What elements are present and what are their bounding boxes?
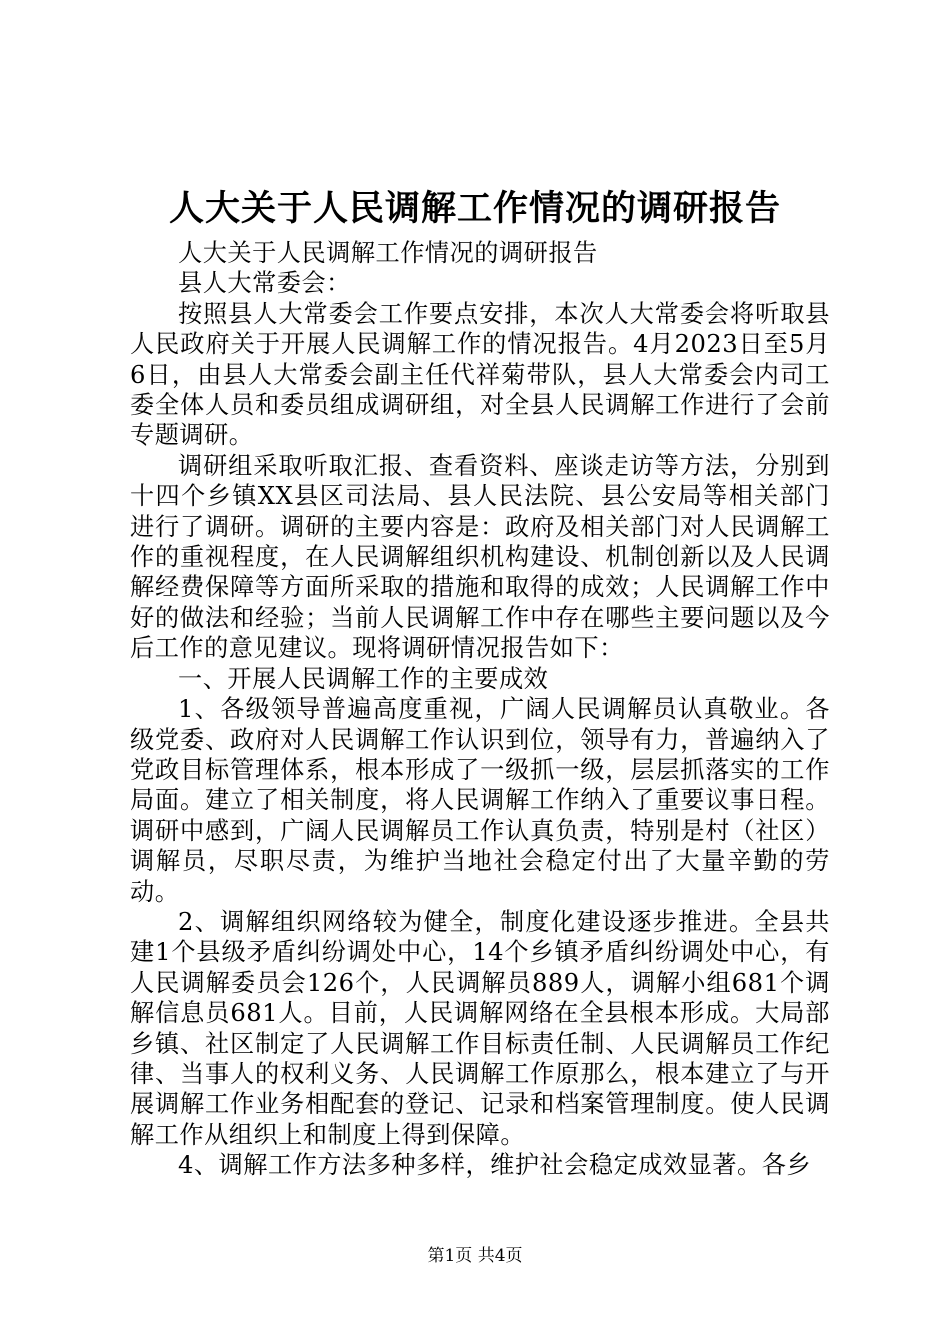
document-body — [130, 238, 830, 1181]
paragraph-point-2: 2、调解组织网络较为健全，制度化建设逐步推进。全县共建1个县级矛盾纠纷调处中心，14个乡镇矛盾纠纷调处中心，有人民调解委员会126个，人民调解员889人，调解小组681个调解信息员681人。目前，人民调解网络在全县根本形成。大局部乡镇、社区制定了人民调解工作目标责任制、人民调解员工作纪律、当事人的权利义务、人民调解工作原那么，根本建立了与开展调解工作业务相配套的登记、记录和档案管理制度。使人民调解工作从组织上和制度上得到保障。 — [130, 907, 830, 1149]
page-number-footer: 第1页 共4页 — [427, 1246, 523, 1266]
paragraph-method: 调研组采取听取汇报、查看资料、座谈走访等方法，分别到十四个乡镇XX县区司法局、县人民法院、县公安局等相关部门进行了调研。调研的主要内容是：政府及相关部门对人民调解工作的重视程度，在人民调解组织机构建设、机制创新以及人民调解经费保障等方面所采取的措施和取得的成效；人民调解工作中好的做法和经验；当前人民调解工作中存在哪些主要问题以及今后工作的意见建议。现将调研情况报告如下： — [130, 451, 830, 663]
paragraph-section-heading: 一、开展人民调解工作的主要成效 — [178, 664, 549, 693]
paragraph-point-1: 1、各级领导普遍高度重视，广阔人民调解员认真敬业。各级党委、政府对人民调解工作认识到位，领导有力，普遍纳入了党政目标管理体系，根本形成了一级抓一级，层层抓落实的工作局面。建立了相关制度，将人民调解工作纳入了重要议事日程。调研中感到，广阔人民调解员工作认真负责，特别是村（社区）调解员，尽职尽责，为维护当地社会稳定付出了大量辛勤的劳动。 — [130, 695, 830, 906]
paragraph-salutation: 县人大常委会： — [178, 269, 351, 298]
paragraph-point-4: 4、调解工作方法多种多样，维护社会稳定成效显著。各乡 — [178, 1151, 812, 1180]
paragraph-subtitle: 人大关于人民调解工作情况的调研报告 — [178, 239, 598, 267]
paragraph-intro: 按照县人大常委会工作要点安排，本次人大常委会将听取县人民政府关于开展人民调解工作的情况报告。4月2023日至5月6日，由县人大常委会副主任代祥菊带队，县人大常委会内司工委全体人员和委员组成调研组，对全县人民调解工作进行了会前专题调研。 — [130, 299, 830, 450]
document-title: 人大关于人民调解工作情况的调研报告 — [168, 188, 781, 229]
